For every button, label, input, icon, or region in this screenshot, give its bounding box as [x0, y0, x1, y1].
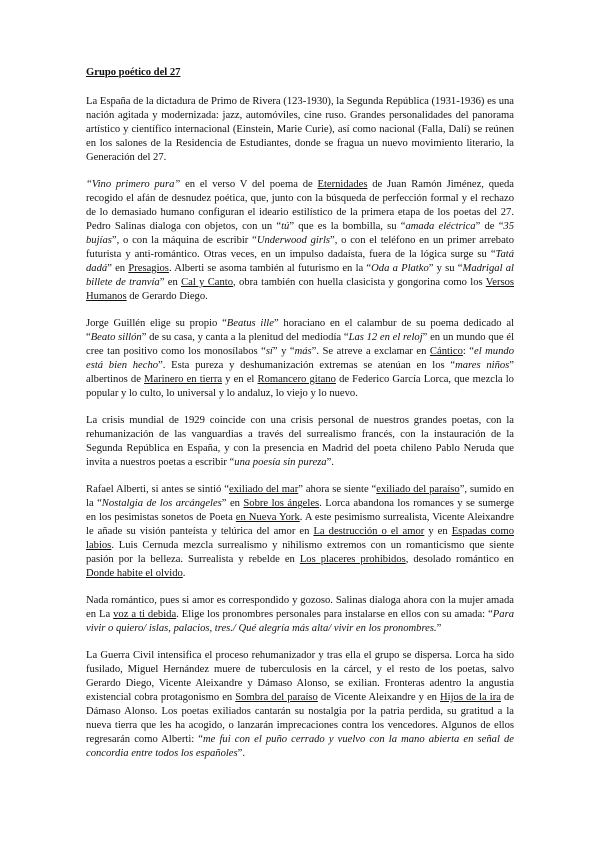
text-run: ”. Esta pureza y deshumanización extremas se atenúan en los “ [158, 360, 456, 371]
text-run: ” en un mundo que él cree tan positivo como los monosílabos “ [86, 332, 515, 357]
italic-quote: Underwood girls [256, 235, 331, 246]
underlined-title: Los placeres prohibidos [299, 554, 406, 565]
italic-quote: una poesía sin pureza [234, 457, 327, 468]
text-run: de Juan Ramón Jiménez, queda recogido el afán de desnudez poética, que, junto con la búsqueda de perfección formal y el rechazo de lo demasiado humano configuran el ideario estilístico de la primera etapa de los poetas del 27. Pedro Salinas dialoga con objetos, con un “ [86, 179, 514, 232]
underlined-title: exiliado del paraíso [376, 484, 460, 495]
paragraph-7 [86, 649, 514, 761]
italic-quote: Beato sillón [90, 332, 142, 343]
italic-quote: Las 12 en el reloj [348, 332, 423, 343]
italic-quote: mares niños [455, 360, 510, 371]
italic-quote: “Vino primero pura” [86, 179, 181, 190]
text-run: de Vicente Aleixandre y en [317, 692, 441, 703]
underlined-title: Presagios [128, 263, 169, 274]
text-run: ” de “ [475, 221, 504, 232]
paragraph-5 [86, 483, 514, 581]
underlined-title: Sobre los ángeles [243, 498, 320, 509]
text-run: ” horaciano en el calambur de su poema dedicado al “ [86, 318, 515, 343]
text-run: ” [436, 623, 442, 634]
underlined-title: exiliado del mar [228, 484, 299, 495]
text-run: ” en [221, 498, 244, 509]
text-run: ” que es la bombilla, su “ [289, 221, 406, 232]
italic-quote: Oda a Platko [371, 263, 429, 274]
text-run: ”. [326, 457, 334, 468]
italic-quote: Tatá dadá [86, 249, 514, 274]
text-run: de Dámaso Alonso. Los poetas exiliados cantarán su nostalgia por la patria perdida, su gratitud a la nueva tierra que les ha acogido, o lanzarán imprecaciones contra los vencedores. Algunos de ellos regresarán como Alberti: “ [86, 692, 514, 745]
paragraph-4 [86, 414, 514, 470]
text-run: : “ [462, 346, 475, 357]
paragraph-6 [86, 594, 514, 636]
italic-quote: sí [265, 346, 273, 357]
underlined-title: Sombra del paraíso [235, 692, 318, 703]
text-run: y en [424, 526, 452, 537]
text-run: ” albertinos de [86, 360, 514, 385]
text-run: en el verso V del poema de [180, 179, 318, 190]
italic-quote: amada eléctrica [405, 221, 476, 232]
underlined-title: Hijos de la ira [440, 692, 501, 703]
text-run: Rafael Alberti, si antes se sintió “ [86, 484, 229, 495]
text-run: ”, o con la máquina de escribir “ [111, 235, 257, 246]
italic-quote: Para vivir o quiero/ islas, palacios, tres./ Qué alegría más alta/ vivir en los pronombres. [86, 609, 514, 634]
underlined-title: Espadas como labios [86, 526, 514, 551]
italic-quote: Beatus ille [226, 318, 274, 329]
italic-quote: el mundo está bien hecho [86, 346, 514, 371]
underlined-title: Eternidades [317, 179, 368, 190]
text-run: ” ahora se siente “ [298, 484, 377, 495]
text-run: ”, sumido en la “ [86, 484, 515, 509]
text-run: ” y su “ [428, 263, 463, 274]
text-run: ” en [107, 263, 129, 274]
text-run: y en el [222, 374, 258, 385]
underlined-title: Marinero en tierra [144, 374, 223, 385]
italic-quote: tú [281, 221, 290, 232]
text-run: La crisis mundial de 1929 coincide con una crisis personal de nuestros grandes poetas, con la rehumanización de las vanguardias a través del surrealismo francés, con la instauración de la Segunda República en España, y con la presencia en Madrid del poeta chileno Pablo Neruda que invita a nuestros poetas a escribir “ [86, 415, 514, 468]
text-run: La Guerra Civil intensifica el proceso rehumanizador y tras ella el grupo se dispersa. Lorca ha sido fusilado, Miguel Hernández muere de tuberculosis en la cárcel, y el resto de los poetas, salvo Gerardo Diego, Vicente Aleixandre y Dámaso Alonso, se exilian. Fronteras adentro la angustia existencial cobra protagonismo en [86, 650, 514, 703]
underlined-title: La destrucción o el amor [313, 526, 425, 537]
underlined-title: Cal y Canto [181, 277, 234, 288]
text-run: . Alberti se asoma también al futurismo en la “ [168, 263, 372, 274]
italic-quote: Madrigal al billete de tranvía [86, 263, 514, 288]
underlined-title: Romancero gitano [257, 374, 336, 385]
text-run: ” de su casa, y canta a la plenitud del mediodía “ [141, 332, 349, 343]
text-run: , obra también con huella clasicista y gongorina como los [233, 277, 486, 288]
italic-quote: 35 bujías [86, 221, 515, 246]
text-run: . Luis Cernuda mezcla surrealismo y nihilismo extremos con un romanticismo que siente pasión por la belleza. Surrealista y rebelde en [86, 540, 514, 565]
text-run: ” en [159, 277, 182, 288]
text-run: La España de la dictadura de Primo de Rivera (123-1930), la Segunda República (1931-1936) es una nación agitada y modernizada: jazz, automóviles, cine ruso. Grandes personalidades del panorama artístico y científico internacional (Einstein, Marie Curie), así como nacional (Falla, Dalí) se reúnen en los salones de la Residencia de Estudiantes, donde se fragua un nuevo movimiento literario, la Generación del 27. [86, 96, 514, 163]
text-run: de Federico García Lorca, que mezcla lo popular y lo culto, lo universal y lo andaluz, lo viejo y lo nuevo. [86, 374, 514, 399]
paragraph-2 [86, 178, 514, 304]
underlined-title: Cántico [429, 346, 463, 357]
text-run: . [182, 568, 186, 579]
italic-quote: me fui con el puño cerrado y vuelvo con la mano abierta en señal de concordia entre todos los españoles [86, 734, 514, 759]
underlined-title: Versos Humanos [86, 277, 515, 302]
text-run: Nada romántico, pues si amor es correspondido y gozoso. Salinas dialoga ahora con la mujer amada en La [86, 595, 514, 620]
text-run: ”, o con el teléfono en un primer arrebato futurista y anti-romántico. Otras veces, en un impulso dadaísta, fuera de la lógica surge su “ [86, 235, 515, 260]
underlined-title: en Nueva York [235, 512, 300, 523]
text-run: Jorge Guillén elige su propio “ [86, 318, 227, 329]
text-run: . Elige los pronombres personales para instalarse en ellos con su amada: “ [176, 609, 493, 620]
italic-quote: más [294, 346, 312, 357]
underlined-title: voz a ti debida [113, 609, 177, 620]
document-title: Grupo poético del 27 [86, 67, 181, 78]
text-run: . Lorca abandona los romances y se sumerge en los pesimistas sonetos de Poeta [86, 498, 514, 523]
text-run: . A este pesimismo surrealista, Vicente Aleixandre le añade su visión panteísta y telúrica del amor en [86, 512, 515, 537]
paragraph-1 [86, 95, 514, 165]
text-run: ” y “ [272, 346, 295, 357]
italic-quote: Nostalgia de los arcángeles [101, 498, 222, 509]
underlined-title: Donde habite el olvido [86, 568, 183, 579]
paragraph-3 [86, 317, 514, 401]
text-run: ”. [237, 748, 245, 759]
text-run: , desolado romántico en [405, 554, 514, 565]
text-run: ”. Se atreve a exclamar en [311, 346, 430, 357]
text-run: de Gerardo Diego. [126, 291, 208, 302]
